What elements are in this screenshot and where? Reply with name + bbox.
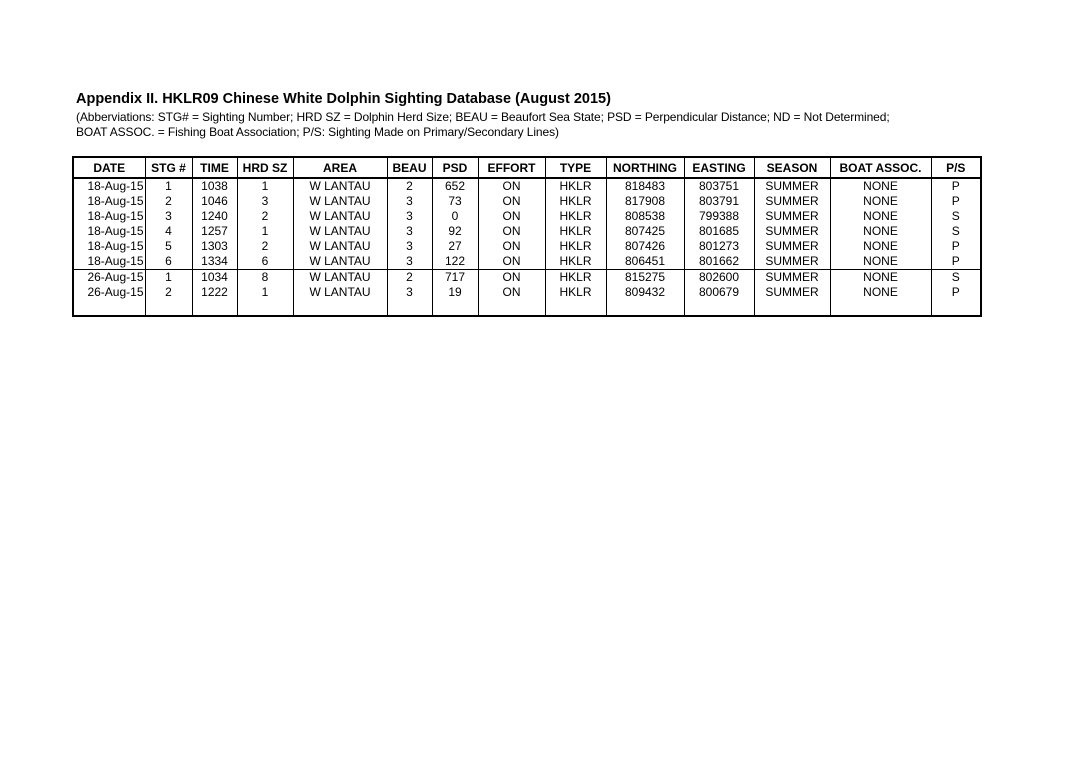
cell-area: W LANTAU: [293, 224, 387, 239]
cell-stg: 2: [145, 194, 192, 209]
cell-boat-assoc: NONE: [830, 254, 931, 270]
cell-type: HKLR: [545, 178, 606, 194]
table-filler-row: [74, 300, 980, 315]
cell-ps: P: [931, 285, 980, 300]
cell-easting: 802600: [684, 270, 754, 286]
cell-date: 18-Aug-15: [87, 254, 144, 268]
empty-cell: [293, 300, 387, 315]
cell-easting: 801685: [684, 224, 754, 239]
cell-northing: 808538: [606, 209, 684, 224]
cell-time: 1046: [192, 194, 237, 209]
header-effort: EFFORT: [478, 158, 545, 178]
header-date: DATE: [74, 158, 145, 178]
cell-northing: 818483: [606, 178, 684, 194]
cell-area: W LANTAU: [293, 285, 387, 300]
cell-stg: 3: [145, 209, 192, 224]
empty-cell: [830, 300, 931, 315]
header-boat-assoc: BOAT ASSOC.: [830, 158, 931, 178]
cell-effort: ON: [478, 254, 545, 270]
cell-type: HKLR: [545, 239, 606, 254]
cell-ps: S: [931, 224, 980, 239]
cell-boat-assoc: NONE: [830, 224, 931, 239]
table-row: [74, 270, 980, 286]
cell-time: 1038: [192, 178, 237, 194]
table-row: [74, 285, 980, 300]
cell-effort: ON: [478, 194, 545, 209]
cell-beau: 3: [387, 194, 432, 209]
cell-psd: 0: [432, 209, 478, 224]
empty-cell: [545, 300, 606, 315]
empty-cell: [606, 300, 684, 315]
cell-type: HKLR: [545, 270, 606, 286]
cell-type: HKLR: [545, 224, 606, 239]
empty-cell: [478, 300, 545, 315]
cell-ps: P: [931, 178, 980, 194]
cell-northing: 807425: [606, 224, 684, 239]
sighting-table-frame: [72, 156, 982, 317]
abbreviations-note-line-2: BOAT ASSOC. = Fishing Boat Association; P/S: Sighting Made on Primary/Secondary Lines): [76, 125, 559, 139]
cell-season: SUMMER: [754, 178, 830, 194]
cell-psd: 717: [432, 270, 478, 286]
header-easting: EASTING: [684, 158, 754, 178]
cell-area: W LANTAU: [293, 209, 387, 224]
cell-boat-assoc: NONE: [830, 209, 931, 224]
cell-psd: 19: [432, 285, 478, 300]
cell-ps: P: [931, 194, 980, 209]
cell-type: HKLR: [545, 209, 606, 224]
cell-season: SUMMER: [754, 239, 830, 254]
header-area: AREA: [293, 158, 387, 178]
cell-season: SUMMER: [754, 209, 830, 224]
cell-boat-assoc: NONE: [830, 270, 931, 286]
cell-psd: 122: [432, 254, 478, 270]
cell-type: HKLR: [545, 285, 606, 300]
cell-time: 1334: [192, 254, 237, 270]
abbreviations-note-line-1: (Abberviations: STG# = Sighting Number; HRD SZ = Dolphin Herd Size; BEAU = Beaufort Sea State; PSD = Perpendicular Distance; ND = Not Determined;: [76, 110, 890, 124]
cell-date: 18-Aug-15: [87, 209, 144, 223]
cell-easting: 799388: [684, 209, 754, 224]
empty-cell: [432, 300, 478, 315]
cell-boat-assoc: NONE: [830, 194, 931, 209]
cell-season: SUMMER: [754, 285, 830, 300]
cell-beau: 3: [387, 239, 432, 254]
cell-time: 1303: [192, 239, 237, 254]
cell-type: HKLR: [545, 254, 606, 270]
cell-hrd-sz: 1: [237, 224, 293, 239]
cell-stg: 5: [145, 239, 192, 254]
cell-psd: 73: [432, 194, 478, 209]
cell-stg: 6: [145, 254, 192, 270]
cell-date: 18-Aug-15: [87, 239, 144, 253]
table-row: [74, 209, 980, 224]
empty-cell: [387, 300, 432, 315]
empty-cell: [684, 300, 754, 315]
header-hrd-sz: HRD SZ: [237, 158, 293, 178]
empty-cell: [74, 300, 145, 315]
cell-psd: 652: [432, 178, 478, 194]
cell-area: W LANTAU: [293, 178, 387, 194]
cell-stg: 1: [145, 270, 192, 286]
empty-cell: [754, 300, 830, 315]
cell-ps: S: [931, 270, 980, 286]
cell-time: 1240: [192, 209, 237, 224]
header-season: SEASON: [754, 158, 830, 178]
cell-beau: 2: [387, 178, 432, 194]
header-ps: P/S: [931, 158, 980, 178]
cell-northing: 809432: [606, 285, 684, 300]
cell-effort: ON: [478, 270, 545, 286]
cell-area: W LANTAU: [293, 270, 387, 286]
cell-time: 1222: [192, 285, 237, 300]
cell-easting: 801273: [684, 239, 754, 254]
cell-date: 26-Aug-15: [87, 285, 144, 299]
cell-easting: 803751: [684, 178, 754, 194]
cell-beau: 3: [387, 224, 432, 239]
cell-beau: 3: [387, 285, 432, 300]
cell-season: SUMMER: [754, 254, 830, 270]
cell-effort: ON: [478, 224, 545, 239]
cell-hrd-sz: 1: [237, 285, 293, 300]
header-psd: PSD: [432, 158, 478, 178]
table-row: [74, 239, 980, 254]
cell-season: SUMMER: [754, 270, 830, 286]
header-type: TYPE: [545, 158, 606, 178]
cell-psd: 27: [432, 239, 478, 254]
cell-time: 1257: [192, 224, 237, 239]
cell-stg: 4: [145, 224, 192, 239]
table-row: [74, 254, 980, 270]
header-time: TIME: [192, 158, 237, 178]
cell-hrd-sz: 6: [237, 254, 293, 270]
table-row: [74, 178, 980, 194]
header-northing: NORTHING: [606, 158, 684, 178]
cell-season: SUMMER: [754, 194, 830, 209]
cell-boat-assoc: NONE: [830, 285, 931, 300]
cell-northing: 815275: [606, 270, 684, 286]
cell-beau: 2: [387, 270, 432, 286]
table-header-row: [74, 158, 980, 178]
cell-ps: P: [931, 254, 980, 270]
cell-hrd-sz: 8: [237, 270, 293, 286]
cell-beau: 3: [387, 209, 432, 224]
cell-psd: 92: [432, 224, 478, 239]
page-title: Appendix II. HKLR09 Chinese White Dolphin Sighting Database (August 2015): [76, 91, 611, 107]
cell-stg: 2: [145, 285, 192, 300]
cell-type: HKLR: [545, 194, 606, 209]
cell-easting: 803791: [684, 194, 754, 209]
empty-cell: [931, 300, 980, 315]
cell-effort: ON: [478, 178, 545, 194]
header-stg: STG #: [145, 158, 192, 178]
cell-ps: P: [931, 239, 980, 254]
cell-time: 1034: [192, 270, 237, 286]
empty-cell: [145, 300, 192, 315]
cell-boat-assoc: NONE: [830, 239, 931, 254]
header-beau: BEAU: [387, 158, 432, 178]
cell-date: 18-Aug-15: [87, 179, 144, 193]
empty-cell: [192, 300, 237, 315]
sighting-table: [74, 158, 980, 315]
empty-cell: [237, 300, 293, 315]
cell-hrd-sz: 2: [237, 239, 293, 254]
cell-area: W LANTAU: [293, 239, 387, 254]
cell-effort: ON: [478, 285, 545, 300]
cell-effort: ON: [478, 209, 545, 224]
cell-date: 18-Aug-15: [87, 194, 144, 208]
table-row: [74, 194, 980, 209]
cell-area: W LANTAU: [293, 194, 387, 209]
cell-hrd-sz: 2: [237, 209, 293, 224]
cell-effort: ON: [478, 239, 545, 254]
table-row: [74, 224, 980, 239]
cell-hrd-sz: 1: [237, 178, 293, 194]
cell-date: 26-Aug-15: [74, 270, 145, 286]
cell-easting: 800679: [684, 285, 754, 300]
cell-boat-assoc: NONE: [830, 178, 931, 194]
cell-hrd-sz: 3: [237, 194, 293, 209]
cell-date: 18-Aug-15: [87, 224, 144, 238]
cell-northing: 817908: [606, 194, 684, 209]
cell-easting: 801662: [684, 254, 754, 270]
cell-stg: 1: [145, 178, 192, 194]
cell-northing: 807426: [606, 239, 684, 254]
cell-area: W LANTAU: [293, 254, 387, 270]
cell-season: SUMMER: [754, 224, 830, 239]
cell-beau: 3: [387, 254, 432, 270]
cell-ps: S: [931, 209, 980, 224]
cell-northing: 806451: [606, 254, 684, 270]
